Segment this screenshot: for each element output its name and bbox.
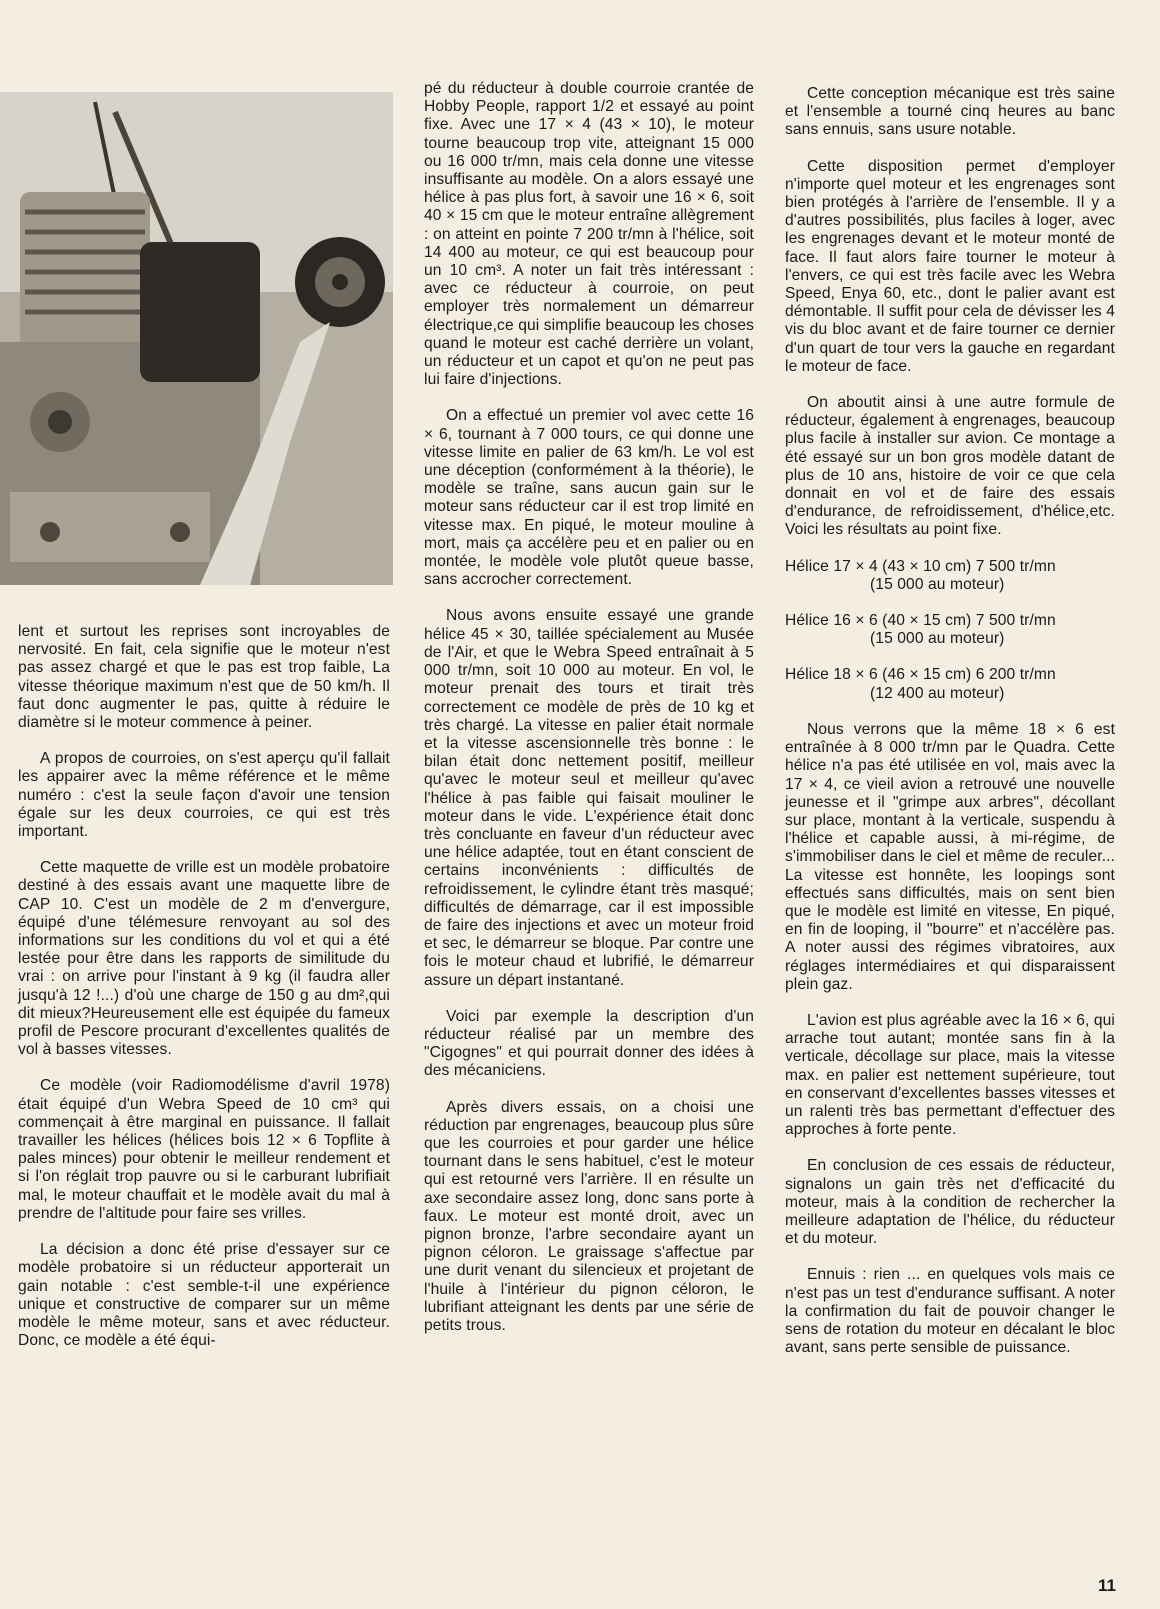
paragraph: Ce modèle (voir Radiomodélisme d'avril 1978) était équipé d'un Webra Speed de 10 cm³ qui commençait à être marginal en puissance. Il fallait travailler les hélices (hélices bois 12 × 6 Topflite à pales minces) pour obtenir le meilleur rendement et si l'on réglait trop pauvre ou si le carburant lubrifiait mal, le moteur chauffait et le modèle avait du mal à prendre de l'altitude pour faire ses vrilles.	[18, 1077, 390, 1222]
propeller-result-engine-rpm: (12 400 au moteur)	[870, 684, 1005, 702]
paragraph: lent et surtout les reprises sont incroyables de nervosité. En fait, cela signifie que le moteur n'est pas assez chargé et que le pas est trop faible, La vitesse théorique maximum n'est que de 50 km/h. Il faut donc augmenter le pas, quitte à réduire le diamètre si le moteur commence à peiner.	[18, 623, 390, 732]
propeller-result-line: Hélice 16 × 6 (40 × 15 cm) 7 500 tr/mn	[785, 612, 1056, 630]
paragraph: pé du réducteur à double courroie crantée de Hobby People, rapport 1/2 et essayé au point fixe. Avec une 17 × 4 (43 × 10), le moteur tourne beaucoup trop vite, atteignant 15 000 ou 16 000 tr/mn, mais cela donne une vitesse insuffisante au modèle. On a alors essayé une hélice à pas plus fort, à savoir une 16 × 6, soit 40 × 15 cm que le moteur entraîne allègrement : on atteint en pointe 7 200 tr/mn à l'hélice, soit 14 400 au moteur, ce qui est beaucoup pour un 10 cm³. A noter un fait très intéressant : avec ce réducteur à courroie, on peut employer très normalement un démarreur électrique,ce qui simplifie beaucoup les choses quand le moteur est caché derrière un volant, un réducteur et un capot et qu'on ne peut pas lui faire d'injections.	[424, 80, 754, 389]
propeller-result-line: Hélice 17 × 4 (43 × 10 cm) 7 500 tr/mn	[785, 557, 1056, 575]
propeller-results-list	[785, 558, 1115, 703]
page-number: 11	[1098, 1576, 1116, 1595]
article-column-3	[785, 85, 1115, 1375]
paragraph: Voici par exemple la description d'un réducteur réalisé par un membre des "Cigognes" et qui pourrait donner des idées à des mécaniciens.	[424, 1007, 754, 1080]
article-column-1	[18, 623, 390, 1368]
paragraph: Cette maquette de vrille est un modèle probatoire destiné à des essais avant une maquette libre de CAP 10. C'est un modèle de 2 m d'envergure, équipé d'une télémesure renvoyant au sol des informations sur les conditions du vol et qui a été lestée pour être dans les rapports de similitude du vrai : on arrive pour l'instant à 9 kg (il faudra aller jusqu'à 12 !...) d'où une charge de 150 g au dm²,qui dit mieux?Heureusement elle est équipée du fameux profil de Pescore procurant d'excellentes qualités de vol à basses vitesses.	[18, 859, 390, 1059]
page-header-area	[0, 0, 1160, 70]
propeller-result	[785, 666, 1115, 702]
article-column-2	[424, 80, 754, 1353]
paragraph: La décision a donc été prise d'essayer sur ce modèle probatoire si un réducteur apporterait un gain notable : c'est semble-t-il une expérience unique et constructive de comparer sur un même modèle le même moteur, sans et avec réducteur. Donc, ce modèle a été équi-	[18, 1241, 390, 1350]
paragraph: Nous avons ensuite essayé une grande hélice 45 × 30, taillée spécialement au Musée de l'Air, et que le Webra Speed entraînait à 5 000 tr/mn, soit 10 000 au moteur. En vol, le moteur prenait des tours et tirait très correctement ce modèle de près de 10 kg et très chargé. La vitesse en palier était normale et la vitesse ascensionnelle très bonne : le bilan était donc nettement positif, meilleur qu'avec le moteur seul et meilleur qu'avec l'hélice à pas faible qui faisait mouliner le moteur dans le vide. L'expérience était donc très concluante en faveur d'un réducteur avec une hélice adaptée, tout en étant conscient de certains inconvénients : difficultés de refroidissement, le cylindre étant très masqué; difficultés de démarrage, car il est impossible de faire des injections et avec un moteur froid et sec, le démarreur se bloque. Par contre une fois le moteur chaud et lubrifié, le démarreur assure un départ instantané.	[424, 607, 754, 989]
paragraph: Après divers essais, on a choisi une réduction par engrenages, beaucoup plus sûre que les courroies et pour garder une hélice tournant dans le sens habituel, c'est le moteur qui est retourné vers l'arrière. Il en résulte un axe secondaire assez long, donc sans porte à faux. Le moteur est monté droit, avec un pignon bronze, l'arbre secondaire ayant un pignon céloron. Le graissage s'affectue par une durit venant du silencieux et projetant de l'huile à l'intérieur du pignon céloron, le lubrifiant atteignant les dents par une série de petits trous.	[424, 1098, 754, 1334]
propeller-result-engine-rpm: (15 000 au moteur)	[870, 575, 1005, 593]
propeller-result-line: Hélice 18 × 6 (46 × 15 cm) 6 200 tr/mn	[785, 666, 1056, 684]
engine-photo	[0, 92, 393, 585]
paragraph: Nous verrons que la même 18 × 6 est entraînée à 8 000 tr/mn par le Quadra. Cette hélice n'a pas été utilisée en vol, mais avec la 17 × 4, ce vieil avion a retrouvé une nouvelle jeunesse et il "grimpe aux arbres", décollant sur place, montant à la verticale, suspendu à l'hélice et capable aussi, à mi-régime, de s'immobiliser dans le ciel et même de reculer... La vitesse est honnête, les loopings sont effectués sans difficultés, mais on sent bien que le modèle est limité en vitesse, En piqué, en fin de looping, il "bourre" et n'accélère pas. A noter aussi des régimes vibratoires, aux réglages intermédiaires et qui disparaissent plein gaz.	[785, 720, 1115, 993]
paragraph: On aboutit ainsi à une autre formule de réducteur, également à engrenages, beaucoup plus facile à installer sur avion. Ce montage a été essayé sur un bon gros modèle datant de plus de 10 ans, histoire de voir ce que cela donnait en vol et de faire des essais d'endurance, de refroidissement, d'hélice,etc. Voici les résultats au point fixe.	[785, 394, 1115, 539]
paragraph: L'avion est plus agréable avec la 16 × 6, qui arrache tout autant; montée sans fin à la verticale, décollage sur place, mais la vitesse max. en palier est nettement supérieure, tout en conservant d'excellentes basses vitesses et un ralenti très bas permettant d'effectuer des approches à forte pente.	[785, 1011, 1115, 1139]
paragraph: Cette conception mécanique est très saine et l'ensemble a tourné cinq heures au banc sans ennuis, sans usure notable.	[785, 85, 1115, 139]
paragraph: On a effectué un premier vol avec cette 16 × 6, tournant à 7 000 tours, ce qui donne une vitesse limite en palier de 63 km/h. Le vol est une déception (conformément à la théorie), le modèle se traîne, sans aucun gain sur le moteur sans réducteur car il est trop limité en vitesse max. En piqué, le moteur mouline à mort, mais ça accélère peu et en palier ou en montée, le modèle vole plutôt queue basse, sans accrocher correctement.	[424, 407, 754, 589]
paragraph: A propos de courroies, on s'est aperçu qu'il fallait les appairer avec la même référence et le même numéro : c'est la seule façon d'avoir une tension égale sur les deux courroies, ce qui est très important.	[18, 750, 390, 841]
propeller-result	[785, 612, 1115, 648]
paragraph: Ennuis : rien ... en quelques vols mais ce n'est pas un test d'endurance suffisant. A noter la confirmation du fait de pouvoir changer le sens de rotation du moteur en décalant le bloc avant, sans perte sensible de puissance.	[785, 1266, 1115, 1357]
propeller-result	[785, 558, 1115, 594]
propeller-result-engine-rpm: (15 000 au moteur)	[870, 630, 1005, 648]
paragraph: En conclusion de ces essais de réducteur, signalons un gain très net d'efficacité du moteur, mais à la condition de rechercher la meilleure adaptation de l'hélice, du réducteur et du moteur.	[785, 1157, 1115, 1248]
engine-illustration	[0, 92, 393, 585]
paragraph: Cette disposition permet d'employer n'importe quel moteur et les engrenages sont bien protégés à l'arrière de l'ensemble. Il y a d'autres possibilités, plus faciles à loger, avec les engrenages devant et le moteur monté de face. Il faut alors faire tourner le moteur à l'envers, ce qui est très facile avec les Webra Speed, Enya 60, etc., dont le palier avant est démontable. Il suffit pour cela de dévisser les 4 vis du bloc avant et de faire tourner ce dernier d'un quart de tour vers la gauche en regardant le moteur de face.	[785, 157, 1115, 375]
